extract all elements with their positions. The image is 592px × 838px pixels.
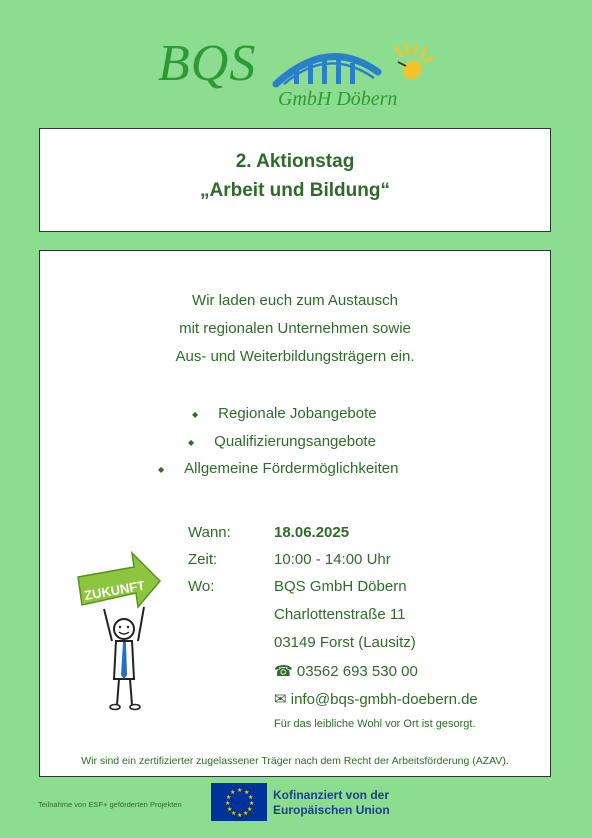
main-content-box [39,250,551,777]
svg-text:★: ★ [243,810,249,817]
diamond-bullet-icon: ◆ [192,410,199,419]
diamond-bullet-icon: ◆ [188,438,195,447]
time-value: 10:00 - 14:00 Uhr [274,551,391,568]
intro-line-3: Aus- und Weiterbildungsträgern ein. [175,348,415,365]
bullet-item: ◆ Allgemeine Fördermöglichkeiten [158,460,399,477]
svg-text:★: ★ [237,812,243,819]
logo-wordmark: BQS [158,35,257,92]
date-value: 18.06.2025 [274,524,350,541]
phone-row [274,662,418,680]
phone-number: 03562 693 530 00 [296,663,418,680]
svg-text:★: ★ [225,800,231,807]
svg-text:★: ★ [248,794,254,801]
eu-flag-icon [211,783,267,821]
location-line-2: Charlottenstraße 11 [274,606,406,623]
svg-text:★: ★ [227,806,233,813]
intro-line-1: Wir laden euch zum Austausch [192,292,398,309]
title-box [39,128,551,232]
bullet-item: ◆ Qualifizierungsangebote [188,433,376,450]
svg-text:★: ★ [237,787,243,794]
bqs-logo [150,35,440,116]
event-title: 2. Aktionstag [235,151,355,172]
svg-text:★: ★ [230,789,236,796]
svg-text:★: ★ [249,800,255,807]
catering-note: Für das leibliche Wohl vor Ort ist gesorgt. [274,718,476,730]
zukunft-figure-illustration [74,547,174,717]
logo-bridge-icon [270,40,440,88]
esf-note: Teilnahme von ESF+ geförderten Projekten [38,800,182,809]
time-label: Zeit: [188,551,218,568]
svg-text:★: ★ [244,789,250,796]
location-label: Wo: [188,578,215,595]
zukunft-sign-text: ZUKUNFT [83,577,147,604]
location-line-1: BQS GmbH Döbern [274,578,407,595]
envelope-icon: ✉ [274,691,287,708]
logo-subtitle: GmbH Döbern [278,88,398,110]
svg-text:★: ★ [226,794,232,801]
svg-text:★: ★ [231,810,237,817]
azav-footnote: Wir sind ein zertifizierter zugelassener Träger nach dem Recht der Arbeitsförderung (AZAV). [81,755,509,767]
eu-cofunding-label: Kofinanziert von der Europäischen Union [273,788,390,817]
bullet-item: ◆ Regionale Jobangebote [192,405,377,422]
email-address[interactable]: info@bqs-gmbh-doebern.de [290,691,478,708]
email-row [274,690,478,708]
date-label: Wann: [188,524,231,541]
svg-text:★: ★ [247,806,253,813]
diamond-bullet-icon: ◆ [158,465,165,474]
telephone-icon: ☎ [274,663,293,680]
intro-line-2: mit regionalen Unternehmen sowie [179,320,411,337]
event-subtitle: „Arbeit und Bildung“ [200,180,390,201]
location-line-3: 03149 Forst (Lausitz) [274,634,416,651]
